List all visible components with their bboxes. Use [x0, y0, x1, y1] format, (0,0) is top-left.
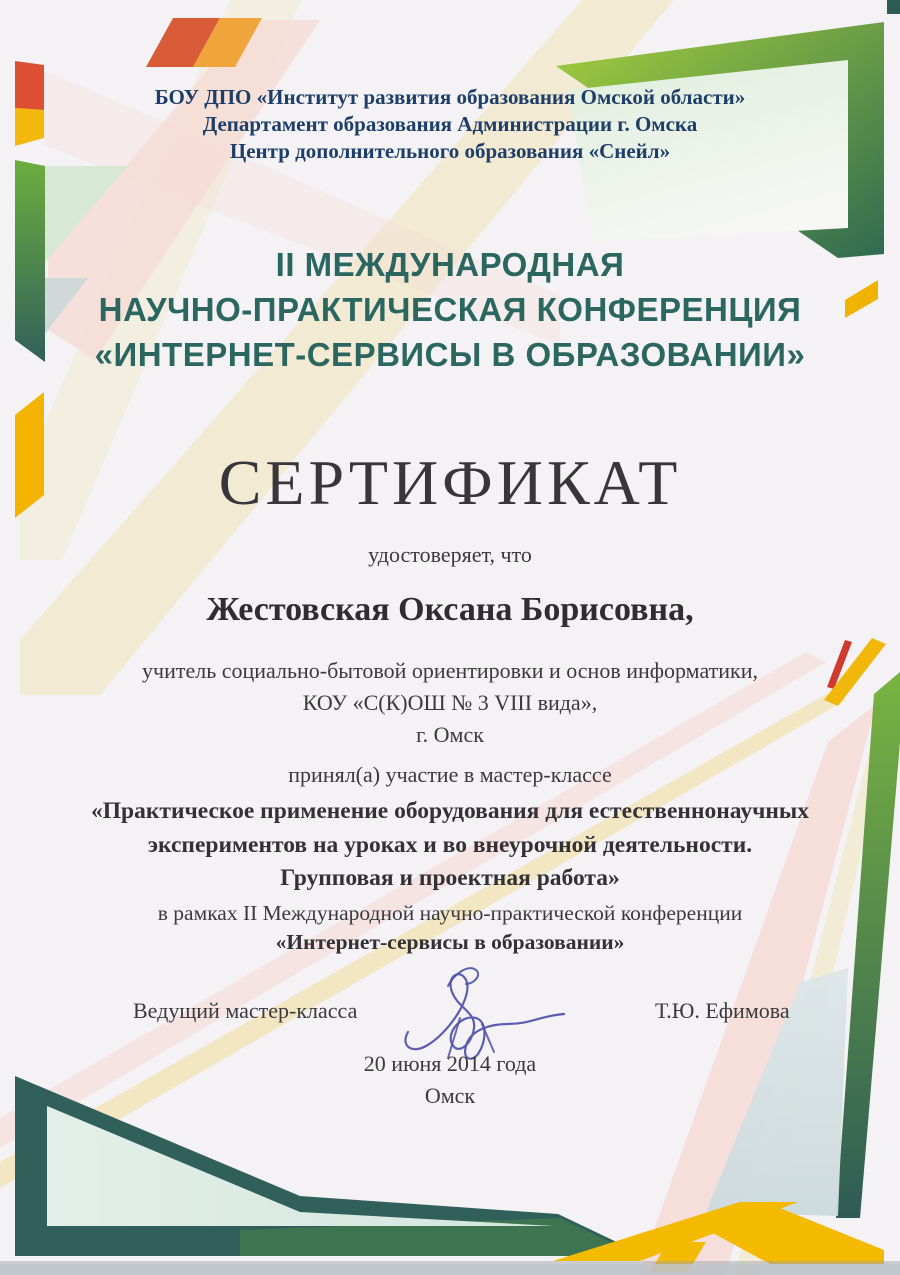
scan-edge-strip [0, 1261, 900, 1275]
masterclass-title-line-3: Групповая и проектная работа» [280, 865, 620, 891]
recipient-details [0, 655, 900, 751]
recipient-name: Жестовская Оксана Борисовна, [206, 591, 694, 628]
masterclass-title [0, 795, 900, 896]
org-header [0, 84, 900, 165]
recipient-detail-1: учитель социально-бытовой ориентировки и основ информатики, [142, 658, 758, 683]
certifies-label: удостоверяет, что [368, 542, 532, 567]
org-line-1: БОУ ДПО «Институт развития образования Омской области» [154, 85, 746, 109]
org-line-2: Департамент образования Администрации г. Омска [202, 112, 698, 136]
conference-title-line-3: «ИНТЕРНЕТ-СЕРВИСЫ В ОБРАЗОВАНИИ» [94, 336, 806, 373]
city-line: Омск [424, 1083, 476, 1108]
masterclass-title-line-1: «Практическое применение оборудования для естественнонаучных [91, 798, 809, 824]
conference-title-line-1: II МЕЖДУНАРОДНАЯ [275, 246, 625, 283]
date-line: 20 июня 2014 года [363, 1051, 537, 1076]
org-line-3: Центр дополнительного образования «Снейл» [229, 139, 671, 163]
signer-name: Т.Ю. Ефимова [655, 998, 790, 1023]
recipient-detail-3: г. Омск [416, 722, 484, 747]
certificate-heading: СЕРТИФИКАТ [218, 447, 682, 518]
framework-conference: «Интернет-сервисы в образовании» [275, 930, 625, 954]
conference-title [0, 242, 900, 377]
participation-intro: принял(а) участие в мастер-классе [288, 762, 612, 787]
framework-line: в рамках II Международной научно-практической конференции [157, 901, 743, 925]
handwritten-signature-icon [390, 954, 568, 1064]
signature-role-label: Ведущий мастер-класса [133, 998, 358, 1023]
masterclass-title-line-2: экспериментов на уроках и во внеурочной деятельности. [147, 831, 753, 858]
conference-title-line-2: НАУЧНО-ПРАКТИЧЕСКАЯ КОНФЕРЕНЦИЯ [98, 291, 802, 328]
recipient-detail-2: КОУ «С(К)ОШ № 3 VIII вида», [302, 690, 598, 715]
